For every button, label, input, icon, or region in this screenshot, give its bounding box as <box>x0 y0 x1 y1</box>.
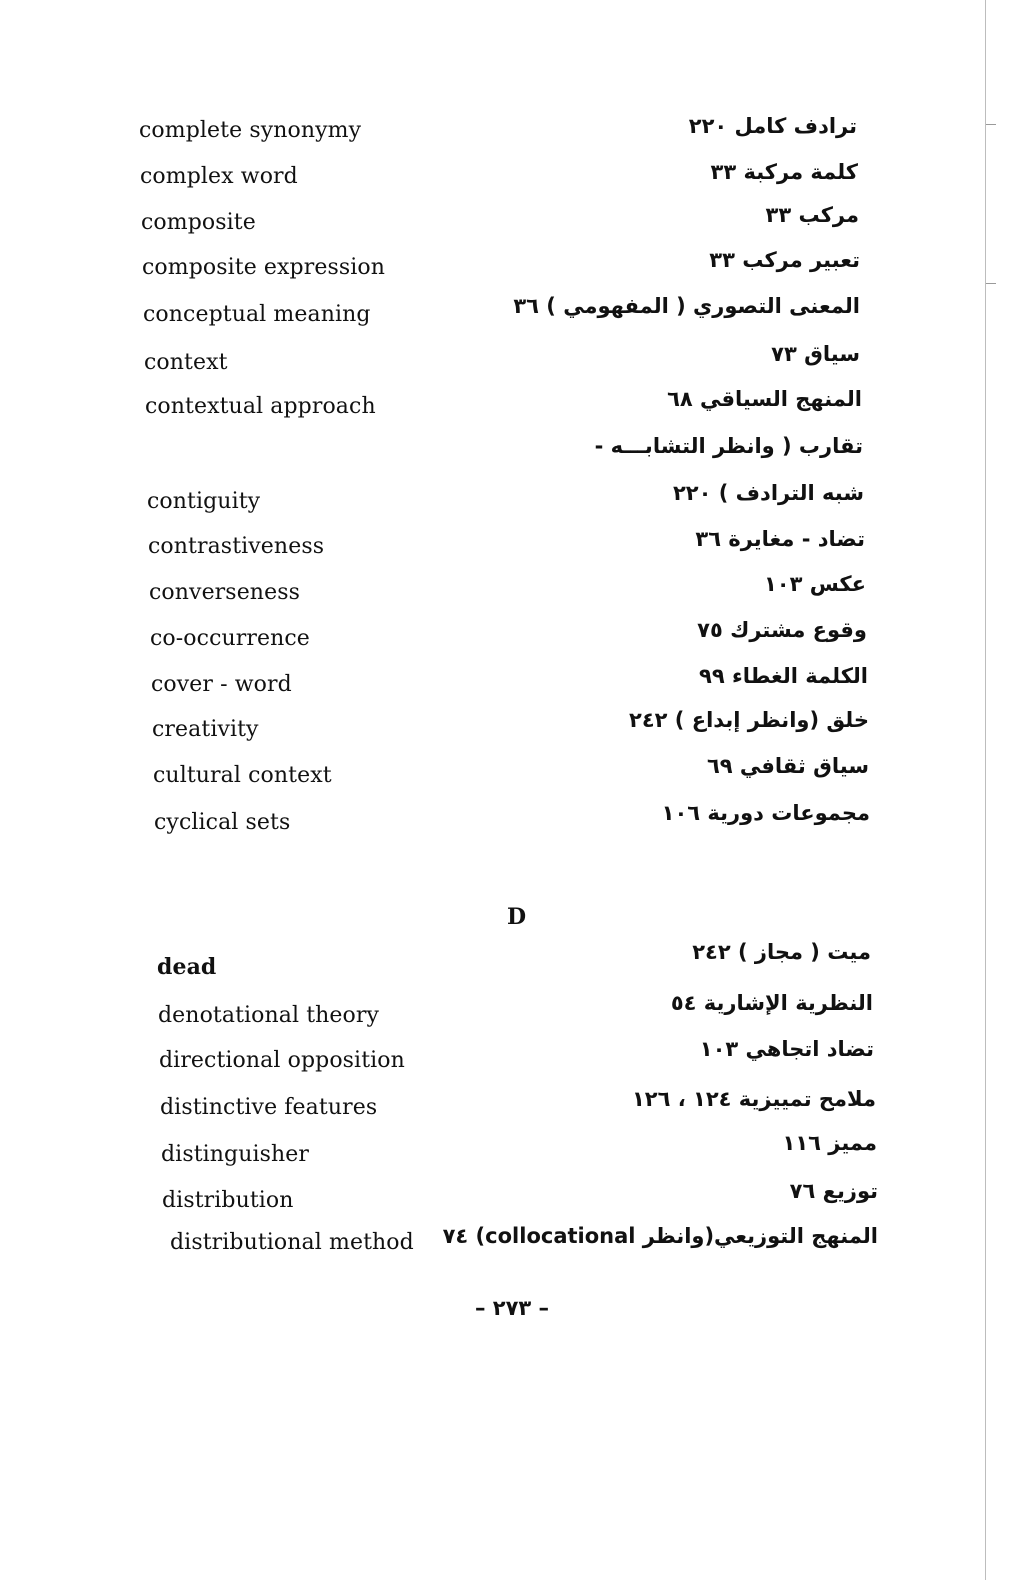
term-en: distinguisher <box>161 1142 310 1167</box>
term-en: co-occurrence <box>150 626 310 651</box>
term-ar: ميت ( مجاز ) ٢٤٢ <box>692 940 871 964</box>
scan-edge-line <box>985 0 986 1580</box>
section-heading-d: D <box>507 904 527 930</box>
term-ar: تعبير مركب ٣٣ <box>709 248 860 272</box>
term-ar: تقارب ( وانظر التشابـــه - <box>594 434 863 458</box>
term-ar: خلق (وانظر إبداع ) ٢٤٢ <box>629 708 869 732</box>
term-ar: تضاد اتجاهي ١٠٣ <box>699 1037 874 1061</box>
term-en: creativity <box>152 717 259 742</box>
term-en: composite <box>141 210 256 235</box>
term-ar: شبه الترادف ) ٢٢٠ <box>672 481 864 505</box>
term-en: complete synonymy <box>139 118 362 143</box>
term-ar: الكلمة الغطاء ٩٩ <box>699 664 868 688</box>
term-en: distribution <box>162 1188 294 1213</box>
term-ar: مجموعات دورية ١٠٦ <box>661 801 870 825</box>
scan-edge-tick <box>986 283 996 284</box>
term-ar: مركب ٣٣ <box>765 203 859 227</box>
term-en: cover - word <box>151 672 292 697</box>
term-en: contiguity <box>147 489 261 514</box>
term-ar: المنهج التوزيعي(وانظر collocational) ٧٤ <box>442 1224 878 1248</box>
term-ar: ترادف كامل ٢٢٠ <box>688 114 857 138</box>
term-en: contextual approach <box>145 394 376 419</box>
term-ar: وقوع مشترك ٧٥ <box>697 618 867 642</box>
page-number: – ٢٧٣ – <box>474 1296 550 1320</box>
scan-edge-tick <box>986 124 996 125</box>
term-ar: مميز ١١٦ <box>782 1131 877 1155</box>
term-en: cultural context <box>153 763 332 788</box>
term-ar: ملامح تمييزية ١٢٤ ، ١٢٦ <box>631 1087 876 1111</box>
term-ar: تضاد - مغايرة ٣٦ <box>695 527 865 551</box>
term-ar: توزيع ٧٦ <box>789 1179 878 1203</box>
term-en: converseness <box>149 580 300 605</box>
term-en: contrastiveness <box>148 534 325 559</box>
term-en: denotational theory <box>158 1003 380 1028</box>
term-en: composite expression <box>142 255 386 280</box>
term-ar: النظرية الإشارية ٥٤ <box>670 991 873 1015</box>
term-en: cyclical sets <box>154 810 291 835</box>
term-ar: كلمة مركبة ٣٣ <box>710 160 858 184</box>
term-en: distributional method <box>170 1230 414 1255</box>
term-ar: المعنى التصوري ( المفهومي ) ٣٦ <box>513 294 860 318</box>
term-ar: سياق ثقافي ٦٩ <box>706 754 869 778</box>
term-en: directional opposition <box>159 1048 405 1073</box>
term-en: context <box>144 350 228 375</box>
term-ar: سياق ٧٣ <box>771 342 860 366</box>
term-en: distinctive features <box>160 1095 378 1120</box>
term-en: dead <box>157 954 217 980</box>
term-ar: المنهج السياقي ٦٨ <box>667 387 862 411</box>
term-en: complex word <box>140 164 298 189</box>
term-en: conceptual meaning <box>143 302 371 327</box>
term-ar: عكس ١٠٣ <box>763 572 866 596</box>
